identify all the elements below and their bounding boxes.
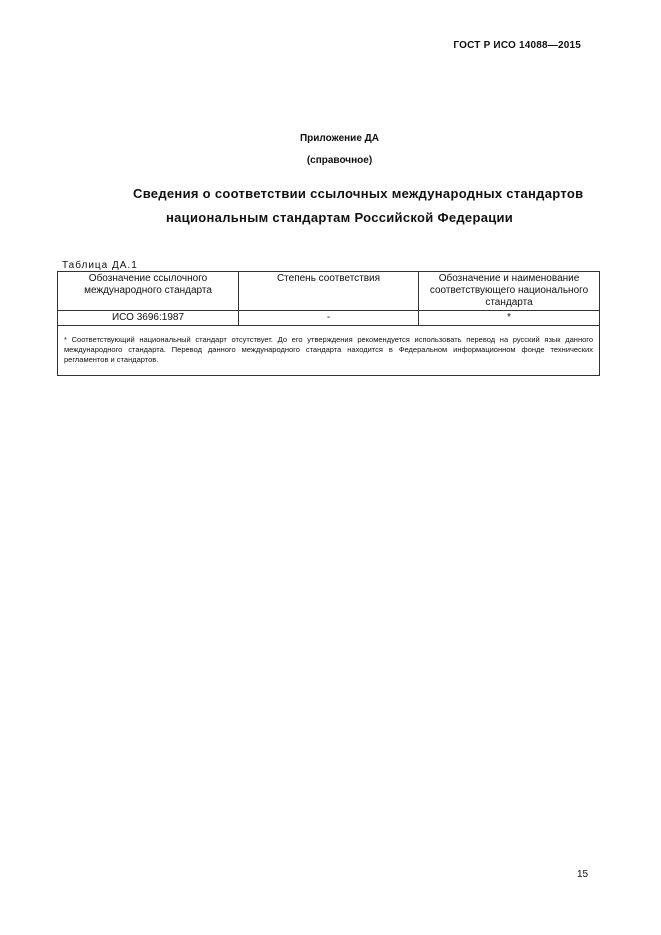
page-number: 15 [577,869,589,880]
cell-national-standard: * [419,311,600,326]
document-code: ГОСТ Р ИСО 14088—2015 [453,40,581,51]
table-caption: Таблица ДА.1 [62,260,138,271]
cell-degree: - [239,311,419,326]
table-footnote-row [58,326,600,376]
correspondence-table [57,271,600,376]
table-row [58,311,600,326]
main-title-line-2: национальным стандартам Российской Федерации [166,210,514,225]
table-header-row [58,272,600,311]
header-degree: Степень соответствия [239,272,419,311]
table-footnote: * Соответствующий национальный стандарт отсутствует. До его утверждения рекомендуется использовать перевод на русский язык данного международного стандарта. Перевод данного международного стандарта находится в Федеральном информационном фонде технических регламентов и стандартов. [58,326,600,376]
appendix-subtitle: (справочное) [306,155,373,166]
header-national-standard: Обозначение и наименование соответствующего национального стандарта [419,272,600,311]
cell-intl-standard: ИСО 3696:1987 [58,311,239,326]
main-title-line-1: Сведения о соответствии ссылочных международных стандартов [133,186,584,201]
header-intl-standard: Обозначение ссылочного международного стандарта [58,272,239,311]
appendix-title: Приложение ДА [299,133,380,144]
